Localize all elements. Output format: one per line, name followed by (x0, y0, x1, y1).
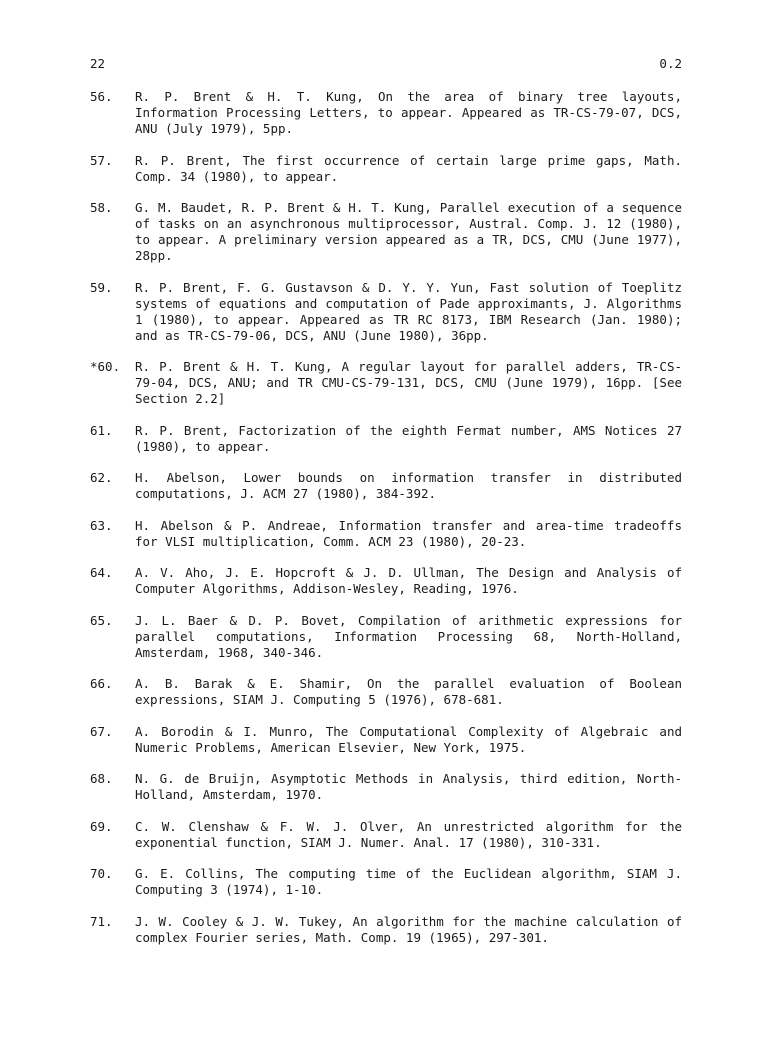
section-number: 0.2 (659, 56, 682, 71)
reference-item (90, 771, 682, 803)
reference-text: C. W. Clenshaw & F. W. J. Olver, An unrestricted algorithm for the exponential function, SIAM J. Numer. Anal. 17 (1980), 310-331. (135, 818, 682, 850)
reference-item (90, 89, 682, 137)
reference-text: A. Borodin & I. Munro, The Computational Complexity of Algebraic and Numeric Problems, American Elsevier, New York, 1975. (135, 723, 682, 755)
reference-number: 59. (90, 279, 113, 295)
reference-item (90, 153, 682, 185)
reference-text: J. W. Cooley & J. W. Tukey, An algorithm for the machine calculation of complex Fourier series, Math. Comp. 19 (1965), 297-301. (135, 913, 682, 945)
reference-number: 64. (90, 565, 113, 580)
reference-number: 58. (90, 200, 113, 215)
reference-item (90, 423, 682, 455)
page-number: 22 (90, 56, 106, 71)
page-header (90, 56, 682, 74)
reference-number: 57. (90, 152, 113, 168)
reference-item (90, 359, 682, 407)
reference-text: H. Abelson & P. Andreae, Information transfer and area-time tradeoffs for VLSI multiplication, Comm. ACM 23 (1980), 20-23. (135, 517, 682, 549)
reference-list (90, 89, 682, 961)
reference-number: 70. (90, 866, 113, 881)
reference-text: R. P. Brent & H. T. Kung, A regular layout for parallel adders, TR-CS-79-04, DCS, ANU; and TR CMU-CS-79-131, DCS, CMU (June 1979), 16pp. [See Section 2.2] (135, 359, 682, 406)
reference-item (90, 819, 682, 851)
reference-number: 62. (90, 470, 113, 485)
reference-item (90, 914, 682, 946)
reference-item (90, 200, 682, 264)
reference-number: 66. (90, 676, 113, 691)
reference-item (90, 280, 682, 344)
reference-item (90, 613, 682, 661)
reference-text: R. P. Brent, Factorization of the eighth Fermat number, AMS Notices 27 (1980), to appear. (135, 422, 682, 454)
reference-text: H. Abelson, Lower bounds on information transfer in distributed computations, J. ACM 27 (1980), 384-392. (135, 470, 682, 501)
reference-item (90, 866, 682, 898)
reference-number: 63. (90, 517, 113, 533)
reference-number: 71. (90, 913, 113, 929)
reference-number: 67. (90, 723, 113, 739)
reference-item (90, 565, 682, 597)
reference-text: G. E. Collins, The computing time of the Euclidean algorithm, SIAM J. Computing 3 (1974), 1-10. (135, 866, 682, 897)
reference-text: R. P. Brent, The first occurrence of certain large prime gaps, Math. Comp. 34 (1980), to appear. (135, 152, 682, 184)
reference-text: J. L. Baer & D. P. Bovet, Compilation of arithmetic expressions for parallel computations, Information Processing 68, North-Holland, Amsterdam, 1968, 340-346. (135, 612, 682, 660)
reference-item (90, 724, 682, 756)
reference-number: *60. (90, 359, 121, 374)
reference-text: A. B. Barak & E. Shamir, On the parallel evaluation of Boolean expressions, SIAM J. Computing 5 (1976), 678-681. (135, 676, 682, 707)
reference-text: N. G. de Bruijn, Asymptotic Methods in Analysis, third edition, North-Holland, Amsterdam, 1970. (135, 771, 682, 802)
reference-number: 56. (90, 89, 113, 104)
reference-number: 65. (90, 612, 113, 628)
reference-text: R. P. Brent & H. T. Kung, On the area of binary tree layouts, Information Processing Letters, to appear. Appeared as TR-CS-79-07, DCS, ANU (July 1979), 5pp. (135, 89, 682, 136)
reference-item (90, 676, 682, 708)
reference-number: 69. (90, 818, 113, 834)
reference-number: 68. (90, 771, 113, 786)
reference-text: G. M. Baudet, R. P. Brent & H. T. Kung, Parallel execution of a sequence of tasks on an asynchronous multiprocessor, Austral. Comp. J. 12 (1980), to appear. A preliminary version appeared as a TR, DCS, CMU (June 1977), 28pp. (135, 200, 682, 263)
reference-text: A. V. Aho, J. E. Hopcroft & J. D. Ullman, The Design and Analysis of Computer Algorithms, Addison-Wesley, Reading, 1976. (135, 565, 682, 596)
reference-text: R. P. Brent, F. G. Gustavson & D. Y. Y. Yun, Fast solution of Toeplitz systems of equations and computation of Pade approximants, J. Algorithms 1 (1980), to appear. Appeared as TR RC 8173, IBM Research (Jan. 1980); and as TR-CS-79-06, DCS, ANU (June 1980), 36pp. (135, 279, 682, 343)
reference-item (90, 470, 682, 502)
reference-number: 61. (90, 422, 113, 438)
reference-item (90, 518, 682, 550)
